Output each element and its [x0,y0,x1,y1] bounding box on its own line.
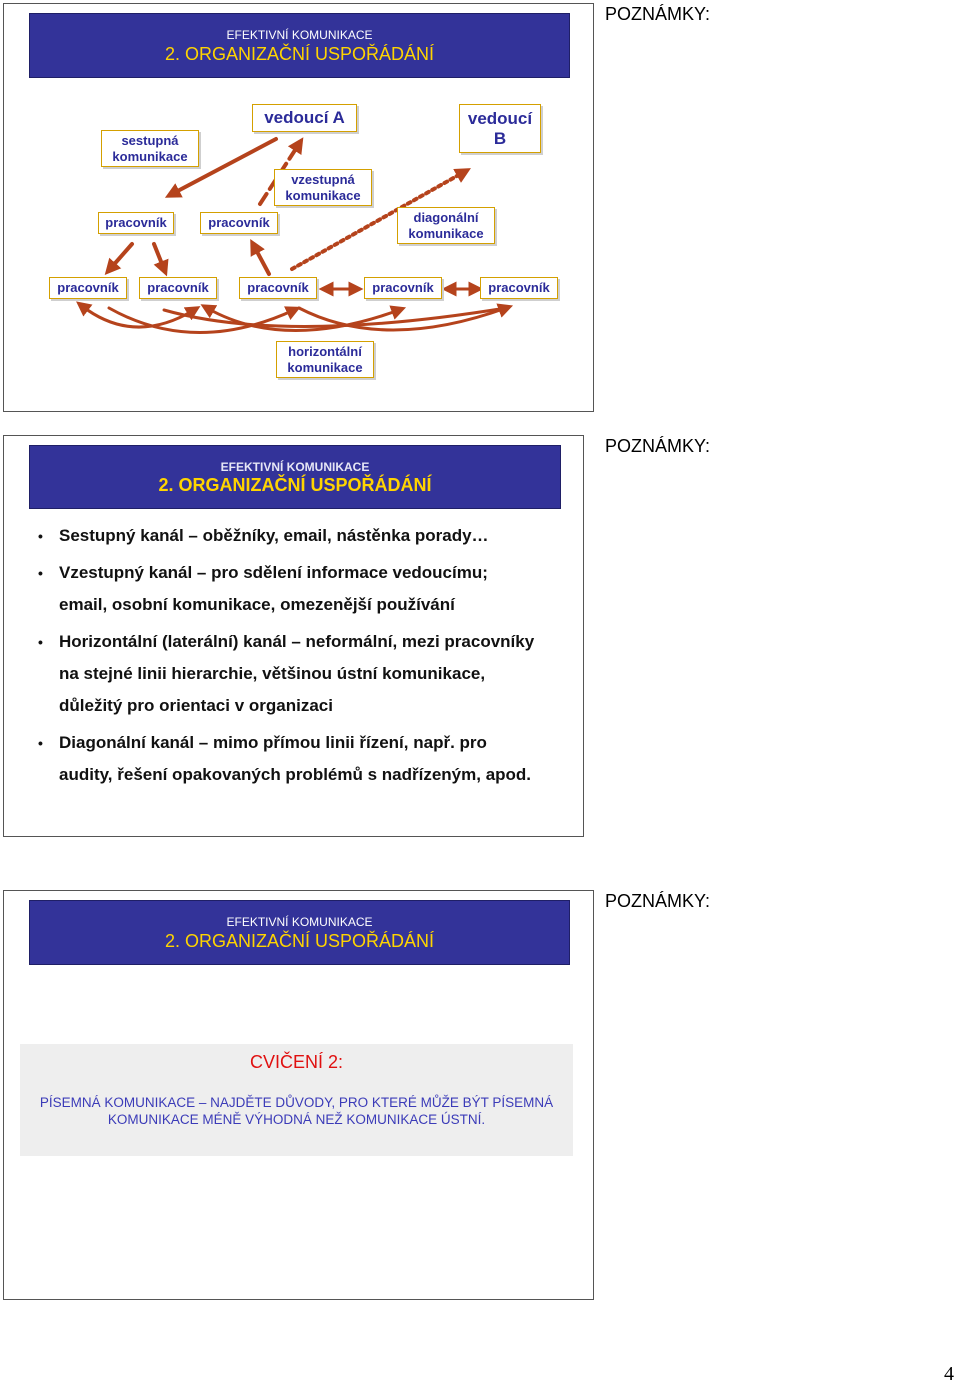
arrow-up-mid [254,246,269,274]
slide-header-subtitle: EFEKTIVNÍ KOMUNIKACE [226,915,373,929]
bullet-dot-icon: • [38,528,43,544]
box-sestupna-line1: sestupná [121,132,179,148]
box-sestupna [101,130,199,167]
box-horizontalni-line1: horizontální [288,343,362,359]
arc-1 [82,306,194,327]
box-horizontalni-line2: komunikace [287,359,363,375]
exercise-text [30,1094,563,1128]
arrow-down-left-2 [154,244,164,269]
bullet-dot-icon: • [38,634,43,650]
bullet-sestupny [38,520,578,552]
bullet-line: na stejné linii hierarchie, většinou ústní komunikace, [59,664,486,683]
box-horizontalni [276,341,374,378]
box-pracovnik-label: pracovník [57,280,119,295]
box-vedouci-b [459,104,541,153]
box-pracovnik-6 [364,277,442,299]
notes-label-1: POZNÁMKY: [605,4,711,24]
box-pracovnik-5 [239,277,317,299]
bullet-line: Vzestupný kanál – pro sdělení informace vedoucímu; [59,563,488,582]
bullet-line: audity, řešení opakovaných problémů s nadřízeným, apod. [59,765,532,784]
bullet-line: Sestupný kanál – oběžníky, email, nástěnka porady… [59,526,489,545]
bullet-dot-icon: • [38,565,43,581]
bullet-line: email, osobní komunikace, omezenější používání [59,595,455,614]
box-pracovnik-label: pracovník [372,280,434,295]
slide-header [29,13,570,78]
box-diagonalni-line2: komunikace [408,225,484,241]
notes-label-3: POZNÁMKY: [605,891,711,911]
bullet-dot-icon: • [38,735,43,751]
notes-label-2: POZNÁMKY: [605,436,711,456]
box-pracovnik-1 [98,212,174,234]
box-vedouci-a-label: vedoucí A [264,108,345,127]
bullet-line: Diagonální kanál – mimo přímou linii řízení, např. pro [59,733,487,752]
exercise-line-2: KOMUNIKACE MÉNĚ VÝHODNÁ NEŽ KOMUNIKACE ÚSTNÍ. [107,1112,486,1127]
box-diagonalni-line1: diagonální [413,209,479,225]
box-vedouci-a [252,104,357,132]
box-pracovnik-label: pracovník [105,215,167,230]
slide-header [29,900,570,965]
box-vzestupna-line1: vzestupná [291,171,355,187]
slide-1 [3,3,594,412]
box-vzestupna-line2: komunikace [285,187,361,203]
arrow-down-left-1 [110,244,132,269]
box-pracovnik-label: pracovník [147,280,209,295]
bullet-vzestupny [38,557,578,621]
exercise-box [20,1044,573,1156]
box-pracovnik-3 [49,277,127,299]
box-pracovnik-4 [139,277,217,299]
slide-header [29,445,561,509]
box-vzestupna [274,169,372,206]
exercise-line-1: PÍSEMNÁ KOMUNIKACE – NAJDĚTE DŮVODY, PRO KTERÉ MŮŽE BÝT PÍSEMNÁ [39,1095,554,1110]
box-diagonalni [397,207,495,244]
box-pracovnik-label: pracovník [247,280,309,295]
bullet-diagonalni [38,727,578,791]
slide-header-title: 2. ORGANIZAČNÍ USPOŘÁDÁNÍ [158,475,432,495]
communication-diagram [44,94,584,394]
box-pracovnik-7 [480,277,558,299]
bullet-line: Horizontální (laterální) kanál – neformální, mezi pracovníky [59,632,535,651]
slide-header-title: 2. ORGANIZAČNÍ USPOŘÁDÁNÍ [164,44,435,64]
box-vedouci-b-line2: B [493,128,507,148]
slide-header-subtitle: EFEKTIVNÍ KOMUNIKACE [226,28,373,42]
slide-header-title: 2. ORGANIZAČNÍ USPOŘÁDÁNÍ [164,931,435,951]
channel-bullet-list [38,520,578,796]
bullet-horizontalni [38,626,578,722]
box-vedouci-b-line1: vedoucí [467,108,533,128]
box-pracovnik-label: pracovník [488,280,550,295]
exercise-title: CVIČENÍ 2: [249,1052,344,1072]
page-number: 4 [944,1363,954,1385]
box-pracovnik-label: pracovník [208,215,270,230]
box-pracovnik-2 [200,212,278,234]
slide-header-subtitle: EFEKTIVNÍ KOMUNIKACE [220,460,370,474]
box-sestupna-line2: komunikace [112,148,188,164]
bullet-line: důležitý pro orientaci v organizaci [59,696,333,715]
